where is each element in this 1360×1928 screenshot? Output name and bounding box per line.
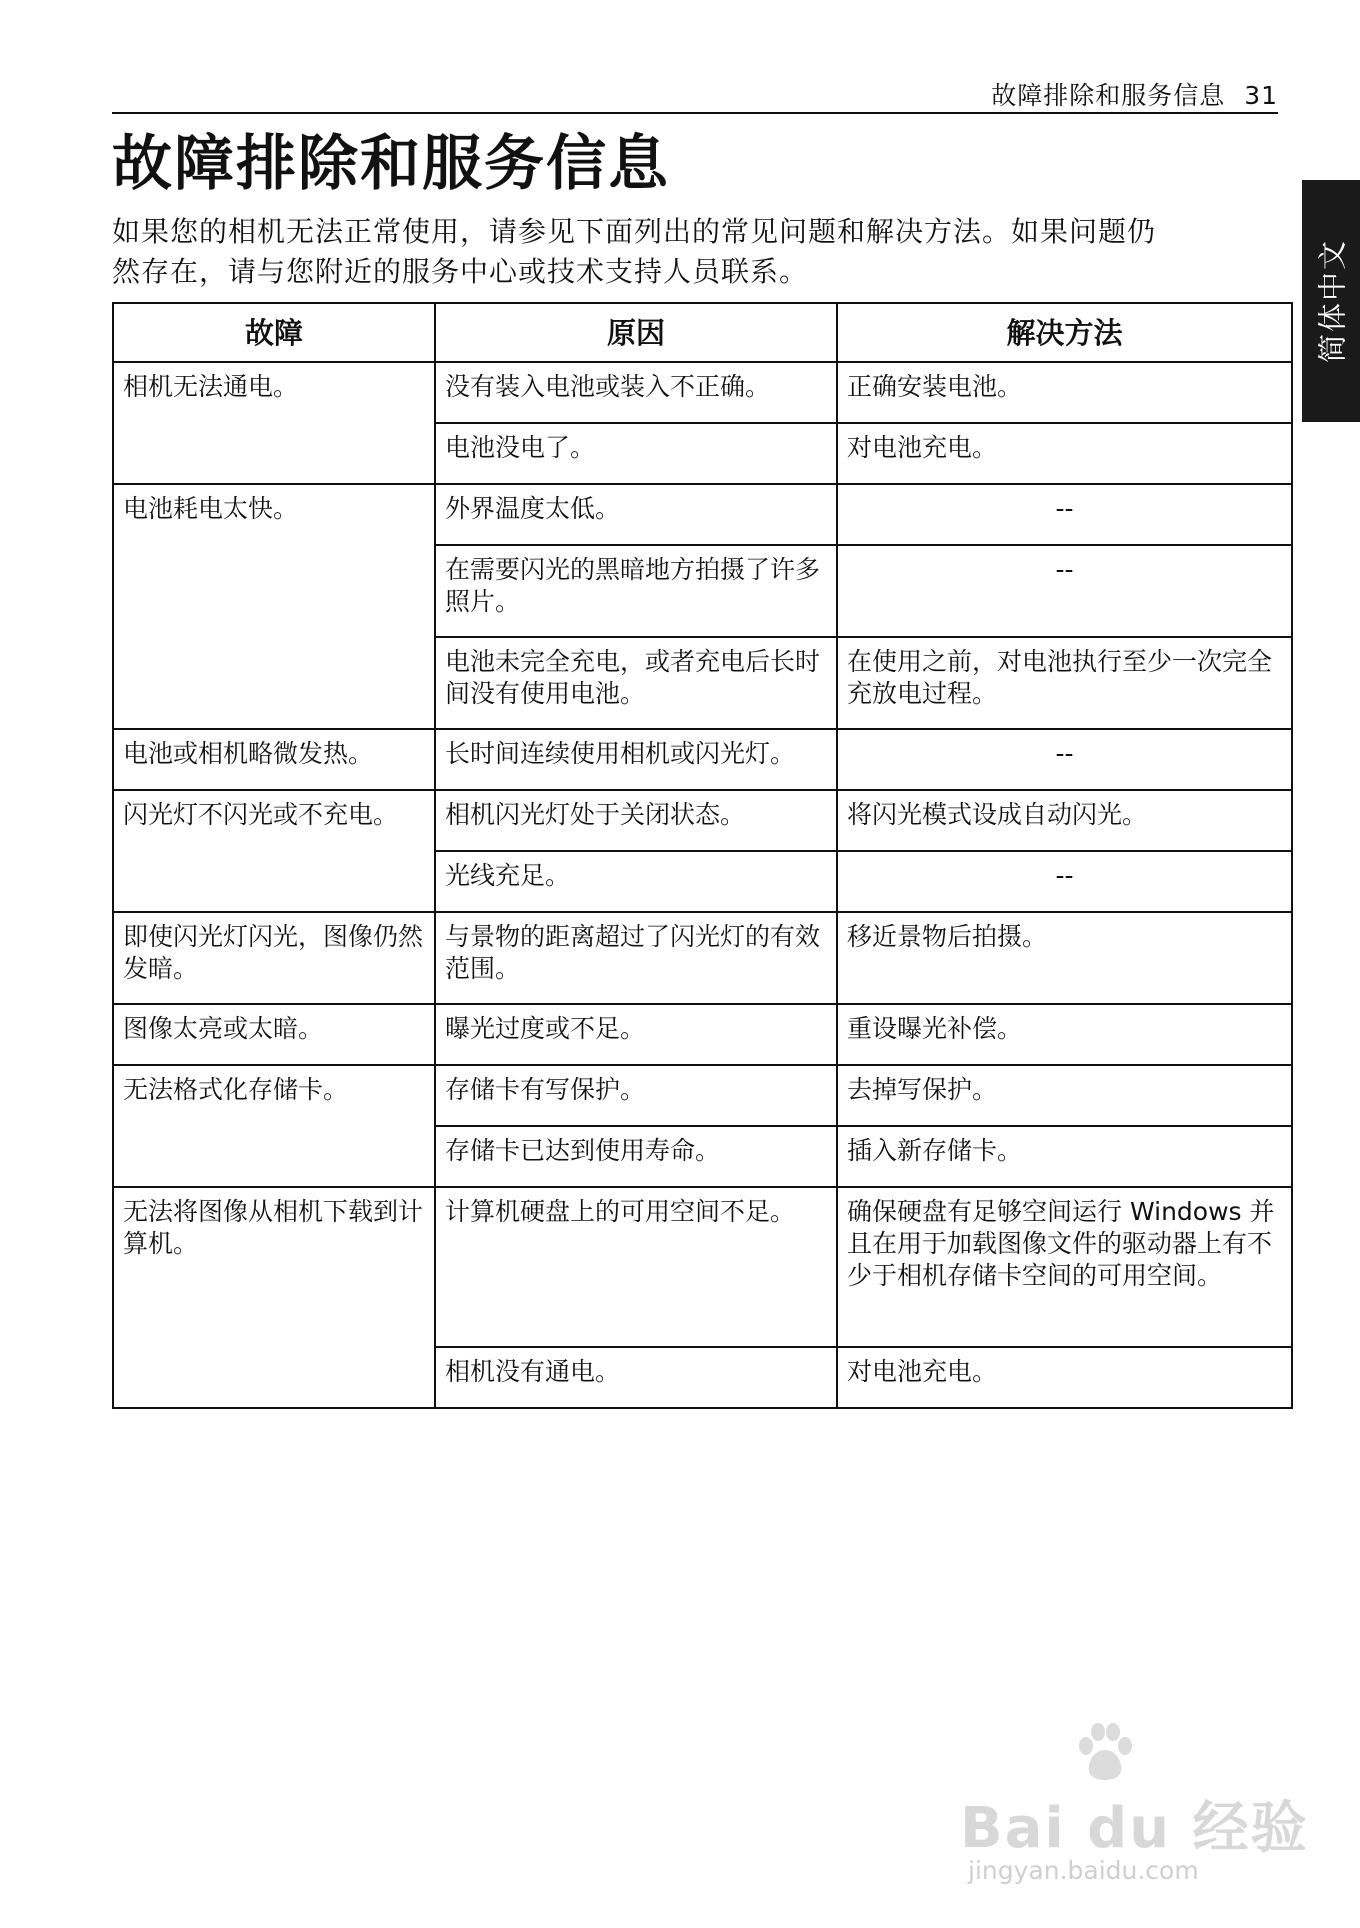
problem-cell: 图像太亮或太暗。	[113, 1004, 435, 1065]
table-row	[113, 1065, 1292, 1126]
column-header-solution: 解决方法	[837, 303, 1292, 362]
baidu-watermark	[960, 1720, 1309, 1900]
problem-cell: 相机无法通电。	[113, 362, 435, 484]
cause-cell: 存储卡已达到使用寿命。	[435, 1126, 837, 1187]
running-header-text	[991, 76, 1278, 112]
cause-cell: 光线充足。	[435, 851, 837, 912]
problem-cell: 闪光灯不闪光或不充电。	[113, 790, 435, 912]
cause-cell: 相机闪光灯处于关闭状态。	[435, 790, 837, 851]
watermark-url: jingyan.baidu.com	[968, 1856, 1199, 1885]
solution-cell: 对电池充电。	[837, 1347, 1292, 1408]
paw-icon	[1072, 1720, 1138, 1786]
cause-cell: 与景物的距离超过了闪光灯的有效范围。	[435, 912, 837, 1004]
cause-cell: 没有装入电池或装入不正确。	[435, 362, 837, 423]
solution-cell: --	[837, 545, 1292, 637]
intro-line-2: 然存在，请与您附近的服务中心或技术支持人员联系。	[112, 255, 809, 288]
solution-cell: 对电池充电。	[837, 423, 1292, 484]
solution-cell: 确保硬盘有足够空间运行 Windows 并且在用于加载图像文件的驱动器上有不少于相机存储卡空间的可用空间。	[837, 1187, 1292, 1347]
table-row	[113, 1187, 1292, 1347]
table-row	[113, 362, 1292, 423]
solution-cell: 正确安装电池。	[837, 362, 1292, 423]
table-row	[113, 484, 1292, 545]
problem-cell: 无法将图像从相机下载到计算机。	[113, 1187, 435, 1408]
column-header-cause: 原因	[435, 303, 837, 362]
page-number: 31	[1244, 81, 1278, 110]
table-row	[113, 912, 1292, 1004]
solution-cell: 将闪光模式设成自动闪光。	[837, 790, 1292, 851]
running-title: 故障排除和服务信息	[991, 81, 1226, 110]
problem-cell: 电池耗电太快。	[113, 484, 435, 729]
solution-cell: --	[837, 484, 1292, 545]
solution-cell: 在使用之前，对电池执行至少一次完全充放电过程。	[837, 637, 1292, 729]
column-header-problem: 故障	[113, 303, 435, 362]
solution-cell: 重设曝光补偿。	[837, 1004, 1292, 1065]
cause-cell: 计算机硬盘上的可用空间不足。	[435, 1187, 837, 1347]
cause-cell: 曝光过度或不足。	[435, 1004, 837, 1065]
intro-paragraph	[112, 212, 1282, 292]
cause-cell: 在需要闪光的黑暗地方拍摄了许多照片。	[435, 545, 837, 637]
table-header-row	[113, 303, 1292, 362]
troubleshooting-table	[112, 302, 1293, 1409]
cause-cell: 电池未完全充电，或者充电后长时间没有使用电池。	[435, 637, 837, 729]
watermark-logo: Bai du 经验	[960, 1796, 1309, 1861]
intro-line-1: 如果您的相机无法正常使用，请参见下面列出的常见问题和解决方法。如果问题仍	[112, 215, 1157, 248]
cause-cell: 相机没有通电。	[435, 1347, 837, 1408]
solution-cell: 插入新存储卡。	[837, 1126, 1292, 1187]
cause-cell: 长时间连续使用相机或闪光灯。	[435, 729, 837, 790]
language-tab-label: 简体中文	[1315, 238, 1350, 364]
solution-cell: 移近景物后拍摄。	[837, 912, 1292, 1004]
solution-cell: --	[837, 851, 1292, 912]
table-row	[113, 1004, 1292, 1065]
solution-cell: 去掉写保护。	[837, 1065, 1292, 1126]
cause-cell: 存储卡有写保护。	[435, 1065, 837, 1126]
language-tab	[1302, 180, 1360, 422]
table-row	[113, 790, 1292, 851]
cause-cell: 电池没电了。	[435, 423, 837, 484]
problem-cell: 即使闪光灯闪光，图像仍然发暗。	[113, 912, 435, 1004]
problem-cell: 电池或相机略微发热。	[113, 729, 435, 790]
table-row	[113, 729, 1292, 790]
solution-cell: --	[837, 729, 1292, 790]
running-header	[112, 66, 1278, 114]
page-title: 故障排除和服务信息	[112, 129, 670, 199]
cause-cell: 外界温度太低。	[435, 484, 837, 545]
problem-cell: 无法格式化存储卡。	[113, 1065, 435, 1187]
